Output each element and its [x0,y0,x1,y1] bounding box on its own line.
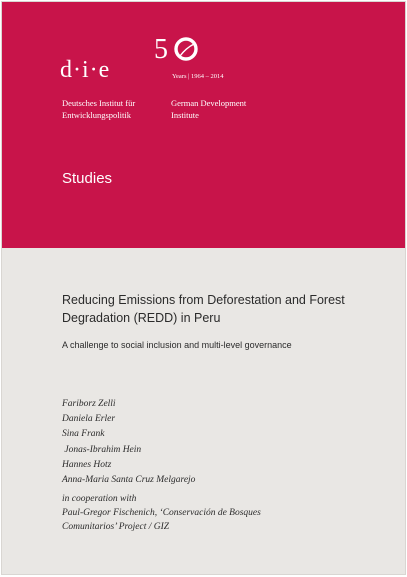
author-name: Sina Frank [62,429,105,440]
institute-de-line-2: Entwicklungspolitik [62,109,131,120]
author-name: Daniela Erler [62,414,116,425]
author-name: Jonas-Ibrahim Hein [62,444,142,455]
die-logo: d·i·e [60,57,111,83]
anniversary-number: 5 [154,34,168,65]
institute-de-line-1: Deutsches Institut für [62,98,136,108]
report-title: Reducing Emissions from Deforestation and Forest Degradation (REDD) in Peru [62,293,345,325]
cooperation-note [62,492,261,534]
anniversary-swoosh [180,44,194,56]
institute-name-english [171,98,301,121]
header-band [2,2,405,248]
cooperation-line: Paul-Gregor Fischenich, ‘Conservación de Bosques [62,508,261,518]
cooperation-line: Comunitarios’ Project / GIZ [62,522,170,532]
anniversary-years: Years | 1964 – 2014 [172,73,224,80]
report-subtitle: A challenge to social inclusion and multi-level governance [62,340,292,350]
cooperation-line: in cooperation with [62,494,137,504]
series-label: Studies [62,170,113,187]
institute-en-line-2: Institute [171,109,199,120]
author-name: Hannes Hotz [62,459,112,470]
author-list [62,397,195,488]
author-name: Anna-Maria Santa Cruz Melgarejo [62,475,196,486]
author-name: Fariborz Zelli [62,399,116,409]
report-cover [1,1,406,575]
institute-en-line-1: German Development [171,98,247,108]
